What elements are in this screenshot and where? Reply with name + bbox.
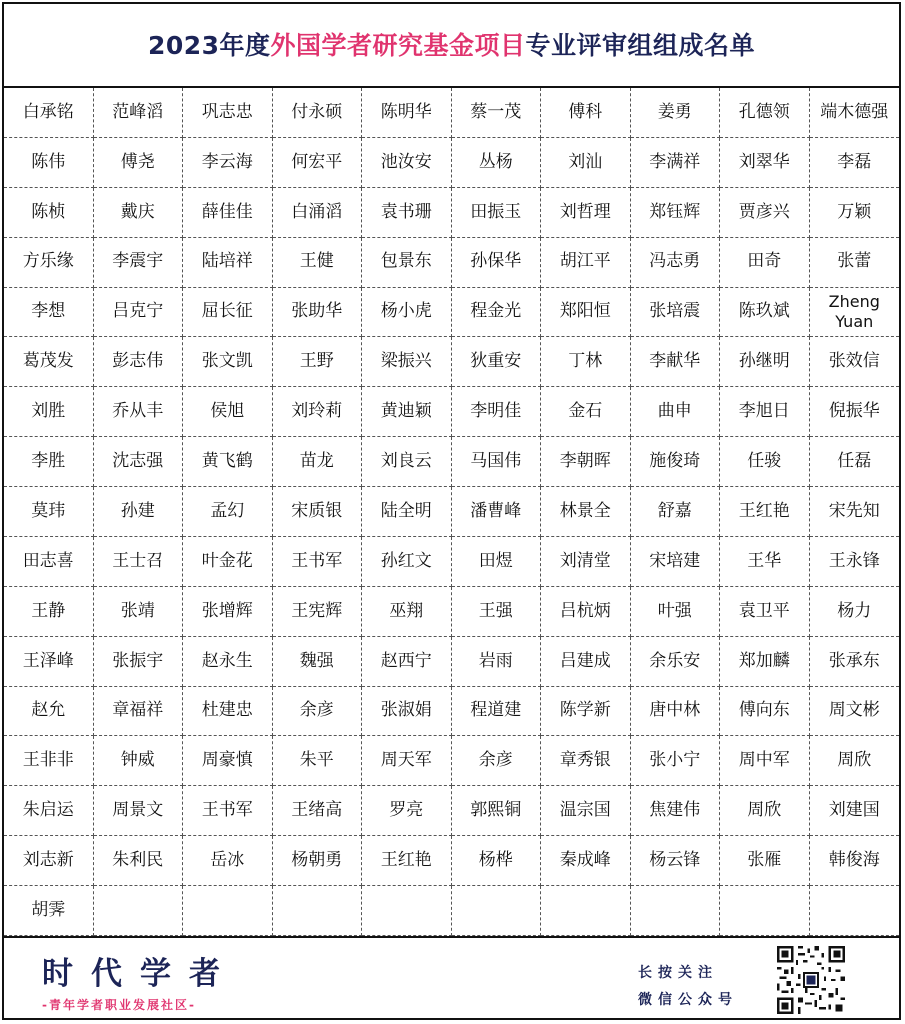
name-cell: 赵允 bbox=[4, 687, 94, 737]
name-cell: 杨朝勇 bbox=[273, 836, 363, 886]
name-cell: 刘胜 bbox=[4, 387, 94, 437]
name-cell: 胡江平 bbox=[541, 238, 631, 288]
name-cell: 林景全 bbox=[541, 487, 631, 537]
name-cell: 袁卫平 bbox=[720, 587, 810, 637]
name-cell: 李献华 bbox=[631, 337, 721, 387]
name-cell: 黄飞鹤 bbox=[183, 437, 273, 487]
name-cell: 周豪慎 bbox=[183, 736, 273, 786]
name-cell: 狄重安 bbox=[452, 337, 542, 387]
name-cell: 郑钰辉 bbox=[631, 188, 721, 238]
name-cell: 黄迪颖 bbox=[362, 387, 452, 437]
name-cell: 李明佳 bbox=[452, 387, 542, 437]
name-cell: 孙红文 bbox=[362, 537, 452, 587]
name-cell: 万颖 bbox=[810, 188, 900, 238]
name-cell: 张效信 bbox=[810, 337, 900, 387]
name-cell: 任骏 bbox=[720, 437, 810, 487]
name-cell: 王野 bbox=[273, 337, 363, 387]
name-cell: 田振玉 bbox=[452, 188, 542, 238]
name-cell: 程道建 bbox=[452, 687, 542, 737]
name-cell: 池汝安 bbox=[362, 138, 452, 188]
name-cell: 程金光 bbox=[452, 288, 542, 338]
name-cell: 傅向东 bbox=[720, 687, 810, 737]
name-cell: 岳冰 bbox=[183, 836, 273, 886]
name-cell: 包景东 bbox=[362, 238, 452, 288]
name-cell: 赵永生 bbox=[183, 637, 273, 687]
name-cell: 张振宇 bbox=[94, 637, 184, 687]
name-cell: 田奇 bbox=[720, 238, 810, 288]
name-cell: 葛茂发 bbox=[4, 337, 94, 387]
name-cell: 范峰滔 bbox=[94, 88, 184, 138]
name-cell: 陈学新 bbox=[541, 687, 631, 737]
name-cell: 蔡一茂 bbox=[452, 88, 542, 138]
empty-cell bbox=[183, 886, 273, 936]
name-cell: 潘曹峰 bbox=[452, 487, 542, 537]
footer bbox=[2, 936, 901, 1020]
name-cell: 李磊 bbox=[810, 138, 900, 188]
name-cell: 周欣 bbox=[810, 736, 900, 786]
name-cell: 杜建忠 bbox=[183, 687, 273, 737]
name-cell: 孙建 bbox=[94, 487, 184, 537]
name-cell: 章秀银 bbox=[541, 736, 631, 786]
name-cell: 马国伟 bbox=[452, 437, 542, 487]
name-cell: 任磊 bbox=[810, 437, 900, 487]
name-cell: 李朝晖 bbox=[541, 437, 631, 487]
name-cell: 唐中林 bbox=[631, 687, 721, 737]
name-cell: 张靖 bbox=[94, 587, 184, 637]
name-cell: 白承铭 bbox=[4, 88, 94, 138]
name-cell: 屈长征 bbox=[183, 288, 273, 338]
name-cell: 周欣 bbox=[720, 786, 810, 836]
name-cell: 赵西宁 bbox=[362, 637, 452, 687]
name-cell: 巩志忠 bbox=[183, 88, 273, 138]
name-cell: 戴庆 bbox=[94, 188, 184, 238]
name-cell: 宋先知 bbox=[810, 487, 900, 537]
name-cell: 陈玖斌 bbox=[720, 288, 810, 338]
name-cell: 李胜 bbox=[4, 437, 94, 487]
name-cell: 苗龙 bbox=[273, 437, 363, 487]
name-cell: 王书军 bbox=[273, 537, 363, 587]
name-cell: 岩雨 bbox=[452, 637, 542, 687]
name-cell: 杨小虎 bbox=[362, 288, 452, 338]
follow-prompt bbox=[638, 960, 758, 1014]
title-program: 外国学者研究基金项目 bbox=[270, 31, 526, 60]
name-cell: 郑加麟 bbox=[720, 637, 810, 687]
name-cell: 魏强 bbox=[273, 637, 363, 687]
name-cell: 付永硕 bbox=[273, 88, 363, 138]
name-cell: 宋培建 bbox=[631, 537, 721, 587]
name-cell: 杨桦 bbox=[452, 836, 542, 886]
name-cell: 周文彬 bbox=[810, 687, 900, 737]
name-cell: 王强 bbox=[452, 587, 542, 637]
name-cell: Zheng Yuan bbox=[810, 288, 900, 338]
name-cell: 李旭日 bbox=[720, 387, 810, 437]
name-cell: 孔德领 bbox=[720, 88, 810, 138]
page-title bbox=[2, 2, 901, 88]
name-cell: 杨力 bbox=[810, 587, 900, 637]
name-cell: 丛杨 bbox=[452, 138, 542, 188]
name-cell: 张淑娟 bbox=[362, 687, 452, 737]
name-cell: 王健 bbox=[273, 238, 363, 288]
name-cell: 余彦 bbox=[452, 736, 542, 786]
name-cell: 傅科 bbox=[541, 88, 631, 138]
name-cell: 温宗国 bbox=[541, 786, 631, 836]
name-cell: 金石 bbox=[541, 387, 631, 437]
empty-cell bbox=[362, 886, 452, 936]
name-cell: 张蕾 bbox=[810, 238, 900, 288]
name-cell: 王静 bbox=[4, 587, 94, 637]
name-cell: 张雁 bbox=[720, 836, 810, 886]
name-cell: 王非非 bbox=[4, 736, 94, 786]
name-cell: 方乐缘 bbox=[4, 238, 94, 288]
name-cell: 王华 bbox=[720, 537, 810, 587]
name-cell: 曲申 bbox=[631, 387, 721, 437]
name-cell: 刘翠华 bbox=[720, 138, 810, 188]
name-cell: 王士召 bbox=[94, 537, 184, 587]
name-cell: 莫玮 bbox=[4, 487, 94, 537]
empty-cell bbox=[720, 886, 810, 936]
name-cell: 朱利民 bbox=[94, 836, 184, 886]
name-cell: 钟威 bbox=[94, 736, 184, 786]
name-cell: 张小宁 bbox=[631, 736, 721, 786]
name-cell: 陆培祥 bbox=[183, 238, 273, 288]
name-cell: 施俊琦 bbox=[631, 437, 721, 487]
name-cell: 陈明华 bbox=[362, 88, 452, 138]
name-cell: 吕克宁 bbox=[94, 288, 184, 338]
name-cell: 李满祥 bbox=[631, 138, 721, 188]
name-cell: 叶强 bbox=[631, 587, 721, 637]
empty-cell bbox=[452, 886, 542, 936]
name-cell: 孙继明 bbox=[720, 337, 810, 387]
name-cell: 余乐安 bbox=[631, 637, 721, 687]
empty-cell bbox=[810, 886, 900, 936]
name-cell: 巫翔 bbox=[362, 587, 452, 637]
follow-line-1: 长按关注 bbox=[638, 965, 718, 981]
name-cell: 乔从丰 bbox=[94, 387, 184, 437]
name-cell: 吕建成 bbox=[541, 637, 631, 687]
name-cell: 冯志勇 bbox=[631, 238, 721, 288]
name-cell: 王书军 bbox=[183, 786, 273, 836]
name-cell: 王红艳 bbox=[720, 487, 810, 537]
name-cell: 刘汕 bbox=[541, 138, 631, 188]
name-cell: 朱启运 bbox=[4, 786, 94, 836]
follow-line-2: 微信公众号 bbox=[638, 992, 738, 1008]
name-cell: 彭志伟 bbox=[94, 337, 184, 387]
name-cell: 丁林 bbox=[541, 337, 631, 387]
name-cell: 田煜 bbox=[452, 537, 542, 587]
name-cell: 张培震 bbox=[631, 288, 721, 338]
empty-cell bbox=[631, 886, 721, 936]
name-cell: 王泽峰 bbox=[4, 637, 94, 687]
name-cell: 端木德强 bbox=[810, 88, 900, 138]
name-cell: 韩俊海 bbox=[810, 836, 900, 886]
name-cell: 薛佳佳 bbox=[183, 188, 273, 238]
name-cell: 刘良云 bbox=[362, 437, 452, 487]
name-cell: 孟幻 bbox=[183, 487, 273, 537]
name-cell: 梁振兴 bbox=[362, 337, 452, 387]
name-cell: 陆全明 bbox=[362, 487, 452, 537]
name-cell: 王红艳 bbox=[362, 836, 452, 886]
name-cell: 张助华 bbox=[273, 288, 363, 338]
name-cell: 胡霁 bbox=[4, 886, 94, 936]
name-cell: 周景文 bbox=[94, 786, 184, 836]
name-cell: 沈志强 bbox=[94, 437, 184, 487]
name-cell: 陈桢 bbox=[4, 188, 94, 238]
name-cell: 田志喜 bbox=[4, 537, 94, 587]
name-cell: 余彦 bbox=[273, 687, 363, 737]
name-cell: 周中军 bbox=[720, 736, 810, 786]
name-cell: 张增辉 bbox=[183, 587, 273, 637]
name-cell: 刘清堂 bbox=[541, 537, 631, 587]
name-cell: 郑阳恒 bbox=[541, 288, 631, 338]
name-cell: 袁书珊 bbox=[362, 188, 452, 238]
name-cell: 宋质银 bbox=[273, 487, 363, 537]
brand-name: 时代学者 bbox=[42, 956, 238, 992]
name-cell: 叶金花 bbox=[183, 537, 273, 587]
name-cell: 朱平 bbox=[273, 736, 363, 786]
name-cell: 张文凯 bbox=[183, 337, 273, 387]
name-table bbox=[4, 88, 899, 936]
empty-cell bbox=[273, 886, 363, 936]
name-cell: 王绪高 bbox=[273, 786, 363, 836]
name-cell: 王永锋 bbox=[810, 537, 900, 587]
name-cell: 杨云锋 bbox=[631, 836, 721, 886]
name-cell: 吕杭炳 bbox=[541, 587, 631, 637]
brand-logo bbox=[42, 956, 292, 1013]
name-cell: 倪振华 bbox=[810, 387, 900, 437]
name-cell: 陈伟 bbox=[4, 138, 94, 188]
name-cell: 刘志新 bbox=[4, 836, 94, 886]
name-cell: 姜勇 bbox=[631, 88, 721, 138]
qr-code-icon[interactable] bbox=[774, 946, 848, 1014]
name-cell: 刘建国 bbox=[810, 786, 900, 836]
name-cell: 张承东 bbox=[810, 637, 900, 687]
name-cell: 李云海 bbox=[183, 138, 273, 188]
name-cell: 章福祥 bbox=[94, 687, 184, 737]
name-cell: 李想 bbox=[4, 288, 94, 338]
name-cell: 李震宇 bbox=[94, 238, 184, 288]
name-cell: 秦成峰 bbox=[541, 836, 631, 886]
name-cell: 罗亮 bbox=[362, 786, 452, 836]
name-cell: 侯旭 bbox=[183, 387, 273, 437]
name-cell: 贾彦兴 bbox=[720, 188, 810, 238]
name-cell: 白涌滔 bbox=[273, 188, 363, 238]
name-cell: 何宏平 bbox=[273, 138, 363, 188]
name-cell: 王宪辉 bbox=[273, 587, 363, 637]
brand-slogan: -青年学者职业发展社区- bbox=[42, 998, 196, 1012]
empty-cell bbox=[541, 886, 631, 936]
name-cell: 刘玲莉 bbox=[273, 387, 363, 437]
name-cell: 郭熙铜 bbox=[452, 786, 542, 836]
name-cell: 刘哲理 bbox=[541, 188, 631, 238]
title-suffix: 专业评审组组成名单 bbox=[525, 31, 756, 60]
title-year: 2023年度 bbox=[147, 31, 271, 60]
name-cell: 周天军 bbox=[362, 736, 452, 786]
name-cell: 傅尧 bbox=[94, 138, 184, 188]
name-cell: 孙保华 bbox=[452, 238, 542, 288]
empty-cell bbox=[94, 886, 184, 936]
name-cell: 焦建伟 bbox=[631, 786, 721, 836]
name-cell: 舒嘉 bbox=[631, 487, 721, 537]
